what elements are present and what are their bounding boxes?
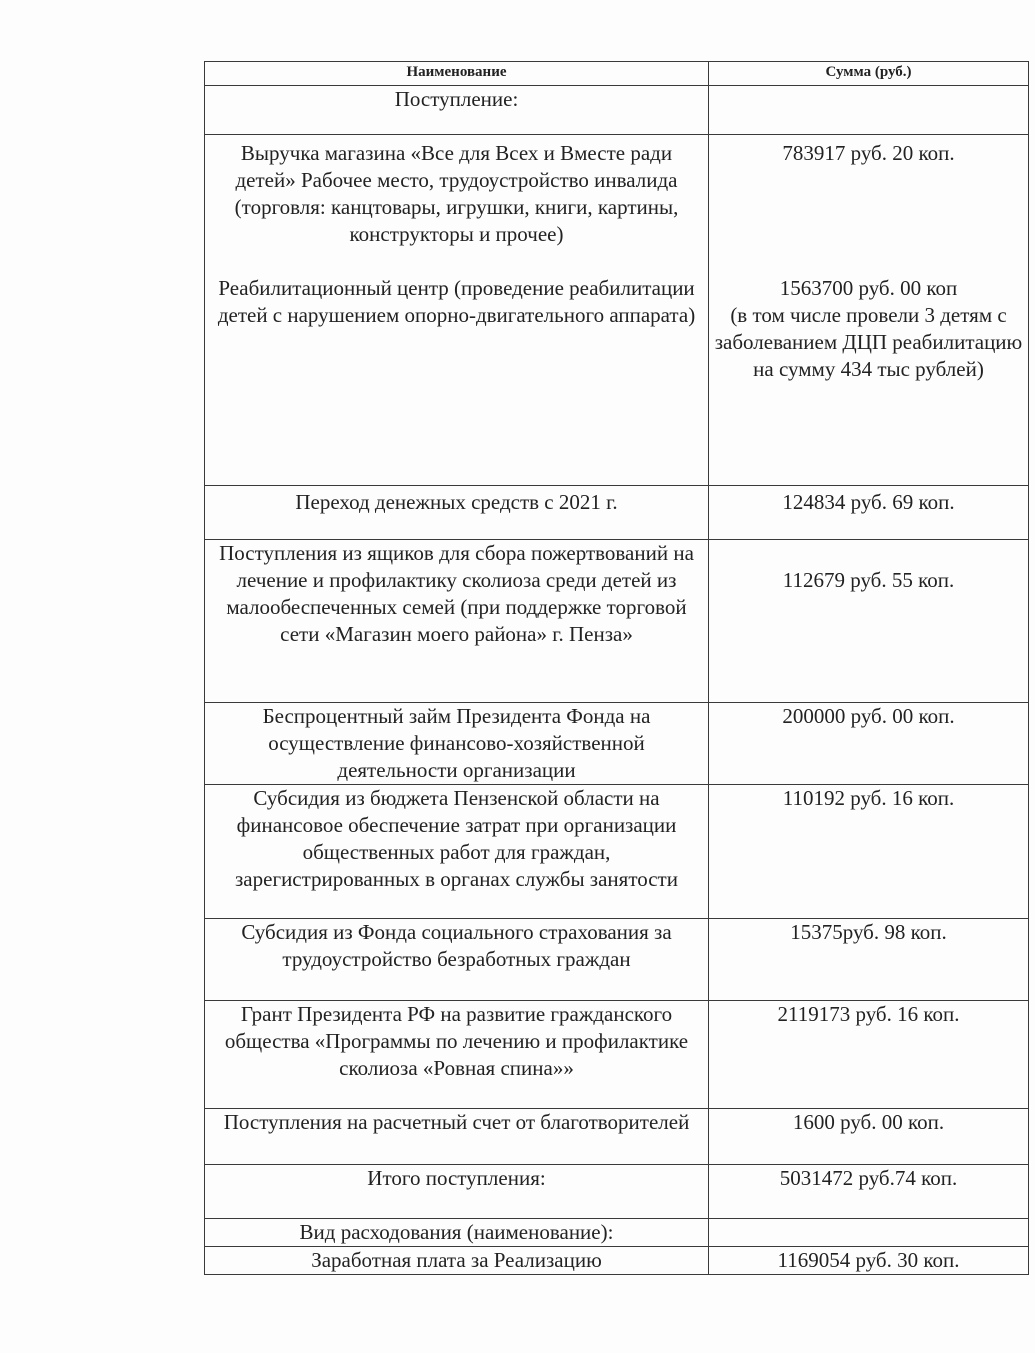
row-name: Субсидия из бюджета Пензенской области на финансовое обеспечение затрат при организации общественных работ для граждан, зарегистрированных в органах службы занятости bbox=[205, 785, 709, 919]
salary-name: Заработная плата за Реализацию bbox=[205, 1247, 709, 1275]
row-name: Поступления из ящиков для сбора пожертвований на лечение и профилактику сколиоза среди детей из малообеспеченных семей (при поддержке торговой сети «Магазин моего района» г. Пенза» bbox=[205, 540, 709, 703]
row-amount: 15375руб. 98 коп. bbox=[709, 919, 1029, 1001]
rehab-amount: 1563700 руб. 00 коп bbox=[779, 276, 958, 300]
expense-title-amount bbox=[709, 1219, 1029, 1247]
row-name: Беспроцентный займ Президента Фонда на осуществление финансово-хозяйственной деятельности организации bbox=[205, 703, 709, 785]
table-row bbox=[205, 1109, 1029, 1165]
total-label: Итого поступления: bbox=[205, 1165, 709, 1219]
row-amount: 2119173 руб. 16 коп. bbox=[709, 1001, 1029, 1109]
shop-rehab-row bbox=[205, 135, 1029, 486]
header-row bbox=[205, 62, 1029, 86]
expense-section-row bbox=[205, 1219, 1029, 1247]
rehab-name: Реабилитационный центр (проведение реабилитации детей с нарушением опорно-двигательного аппарата) bbox=[217, 276, 696, 327]
table-row bbox=[205, 785, 1029, 919]
shop-rehab-amount-cell bbox=[709, 135, 1029, 486]
row-amount: 110192 руб. 16 коп. bbox=[709, 785, 1029, 919]
shop-rehab-name-cell bbox=[205, 135, 709, 486]
table-row bbox=[205, 1247, 1029, 1275]
expense-title: Вид расходования (наименование): bbox=[205, 1219, 709, 1247]
header-name: Наименование bbox=[205, 62, 709, 86]
income-title-amount bbox=[709, 86, 1029, 135]
row-name: Грант Президента РФ на развитие гражданского общества «Программы по лечению и профилактике сколиоза «Ровная спина»» bbox=[205, 1001, 709, 1109]
shop-name: Выручка магазина «Все для Всех и Вместе ради детей» Рабочее место, трудоустройство инвалида (торговля: канцтовары, игрушки, книги, картины, конструкторы и прочее) bbox=[234, 141, 679, 246]
table-row bbox=[205, 486, 1029, 540]
shop-amount: 783917 руб. 20 коп. bbox=[782, 141, 955, 165]
row-amount: 124834 руб. 69 коп. bbox=[709, 486, 1029, 540]
header-amount: Сумма (руб.) bbox=[709, 62, 1029, 86]
row-amount: 112679 руб. 55 коп. bbox=[709, 540, 1029, 703]
table-row bbox=[205, 540, 1029, 703]
row-amount: 1600 руб. 00 коп. bbox=[709, 1109, 1029, 1165]
row-name: Субсидия из Фонда социального страхования за трудоустройство безработных граждан bbox=[205, 919, 709, 1001]
table-row bbox=[205, 703, 1029, 785]
salary-amount: 1169054 руб. 30 коп. bbox=[709, 1247, 1029, 1275]
income-title: Поступление: bbox=[205, 86, 709, 135]
row-name: Поступления на расчетный счет от благотворителей bbox=[205, 1109, 709, 1165]
total-row bbox=[205, 1165, 1029, 1219]
income-section-row bbox=[205, 86, 1029, 135]
row-name: Переход денежных средств с 2021 г. bbox=[205, 486, 709, 540]
total-amount: 5031472 руб.74 коп. bbox=[709, 1165, 1029, 1219]
financial-report-table bbox=[204, 61, 1029, 1275]
rehab-note: (в том числе провели 3 детям с заболеванием ДЦП реабилитацию на сумму 434 тыс рублей) bbox=[714, 303, 1023, 381]
table-row bbox=[205, 919, 1029, 1001]
table-row bbox=[205, 1001, 1029, 1109]
row-amount: 200000 руб. 00 коп. bbox=[709, 703, 1029, 785]
